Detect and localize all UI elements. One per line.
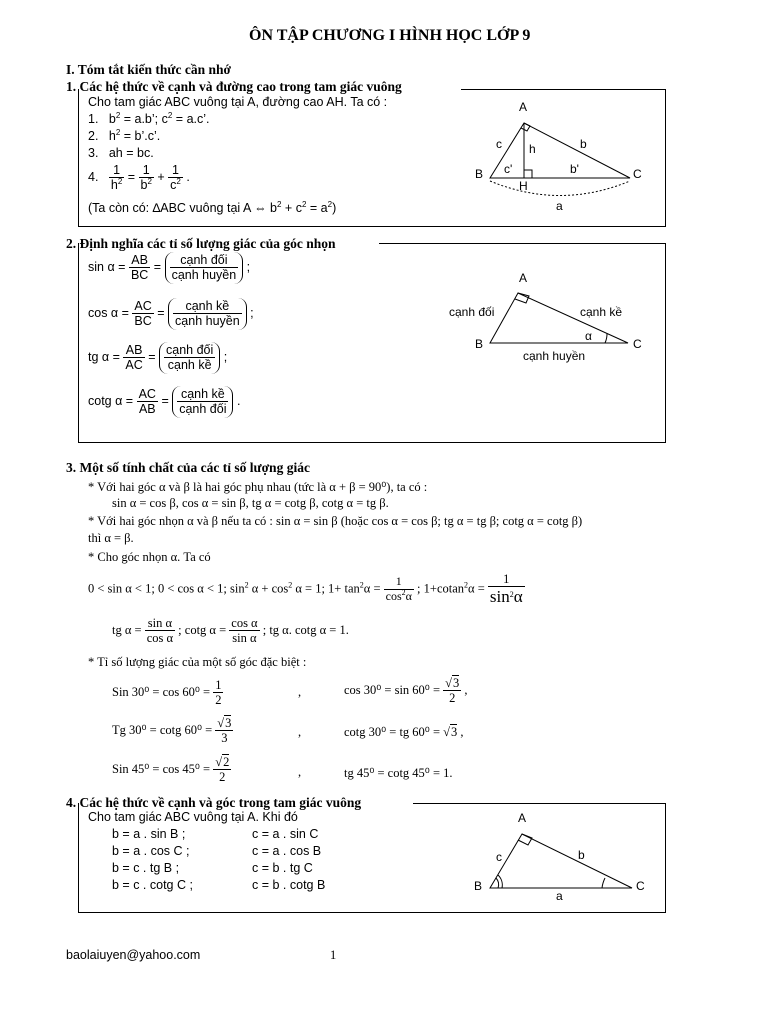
label-b: b — [580, 137, 587, 151]
pythagoras-note: (Ta còn có: ∆ABC vuông tại A ⇔ $b^2 + c^2 = a^2$) — [88, 200, 337, 215]
tg-definition: tg α = $\frac{AB}{AC}$ = $\frac{\text{cạnh đối}}{\text{cạnh kề}}$ ; — [88, 343, 228, 373]
label-c: c — [496, 137, 502, 151]
label-C: C — [633, 167, 642, 181]
page: ÔN TẬP CHƯƠNG I HÌNH HỌC LỚP 9 I. Tóm tắt kiến thức cần nhớ 1. Các hệ thức về cạnh và đường cao trong tam giác vuông Cho tam giác ABC vuông tại A, đường cao AH. Ta có : 1. $b^2 = a.b$’; $c^2 = a.c$’. 2. $h^2$ = b’.c’. 3. ah = bc. 4. $\frac{1}{h^2}$ = $\frac{1}{b^2}$ + $\frac{1}{c^2}$ . (Ta còn có: ∆ABC vuông tại A ⇔ $b^2 + c^2 = a^2$) A B C H c b h c' b' a 2. Định nghĩa các tỉ số lượng giác của góc nhọn sin α = $\frac{AB}{BC}$ = $\frac{\text{cạnh đối}}{\text{cạnh huyền}}$ ; cos α = $\frac{AC}{BC}$ = $\frac{\text{cạnh kề}}{\text{cạnh huyền}}$ ; tg α = $\frac{AB}{AC}$ = $\frac{\text{cạnh đối}}{\text{cạnh kề}}$ ; cotg α = $\frac{AC}{AB}$ = $\frac{\text{cạnh kề}}{\text{cạnh đối}}$ . A B C cạnh đối cạnh kề cạnh huyền α 3. Một số tính chất của các tỉ số lượng giác * Với hai góc α và β là hai góc phụ nhau (tức là α + β = 90⁰), ta có : sin α = cos β, cos α = sin β, tg α = cotg β, cotg α = tg β. * Với hai góc nhọn α và β nếu ta có : sin α = sin β (hoặc cos α = cos β; tg α = tg β; cotg α = cotg β) thì α = β. * Cho góc nhọn α. Ta có 0 < sin α < 1; 0 < cos α < 1; $\sin^2 \alpha + \cos^2 \alpha = 1$; $1+ \tan^2\alpha$ = $\frac{1}{\cos^2\alpha}$ ; 1+cotan$^2$α = $\frac{1}{\sin^2\alpha}$ tg α = $\frac{\text{sin α}}{\text{cos α}}$ ; cotg α = $\frac{\text{cos α}}{\text{sin α}}$ ; tg α. cotg α = 1. * Tỉ số lượng giác của một số góc đặc biệt : Sin 30⁰ = cos 60⁰ = $\frac{1}{2}$ , cos 30⁰ = sin 60⁰ = $\frac{√3}{2}$ , Tg 30⁰ = cotg 60⁰ = $\frac{√3}{3}$ , cotg 30⁰ = tg 60⁰ = √3 , Sin 45⁰ = cos 45⁰ = $\frac{√2}{2}$ , tg 45⁰ = cotg 45⁰ = 1. 4. Các hệ thức về cạnh và góc trong tam giác vuông Cho tam giác ABC vuông tại A. Khi đó b = a . sin B ; c = a . sin C b = a . cos C ; c = a . cos B b = c . tg B ; c = b . tg C b = c . cotg C ; c = b . cotg B A B C c b a baolaiuyen@yahoo.com 1 — [0, 0, 768, 1024]
formula-2: 2. $h^2$ = b’.c’. — [88, 128, 161, 143]
page-title: ÔN TẬP CHƯƠNG I HÌNH HỌC LỚP 9 — [249, 27, 531, 44]
triangle-angle-diagram — [470, 808, 660, 906]
sin-30: Sin 30⁰ = cos 60⁰ = $\frac{1}{2}$ — [112, 678, 222, 708]
section-4-heading: 4. Các hệ thức về cạnh và góc trong tam giác vuông — [66, 795, 362, 810]
label-opposite: cạnh đối — [449, 305, 495, 319]
label-hypotenuse: cạnh huyền — [523, 349, 586, 363]
triangle-altitude-diagram — [470, 95, 660, 215]
special-angles-intro: * Tỉ số lượng giác của một số góc đặc biệt : — [88, 655, 307, 669]
triangle-ratio-diagram — [445, 268, 665, 368]
section-3-heading: 3. Một số tính chất của các tỉ số lượng giác — [66, 460, 310, 475]
cos-definition: cos α = $\frac{AC}{BC}$ = $\frac{\text{cạnh kề}}{\text{cạnh huyền}}$ ; — [88, 299, 254, 329]
complementary-angles: * Với hai góc α và β là hai góc phụ nhau (tức là α + β = 90⁰), ta có : — [88, 480, 428, 494]
section-1-heading: 1. Các hệ thức về cạnh và đường cao trong tam giác vuông — [66, 79, 402, 94]
relation-row: c = a . sin C — [252, 827, 319, 841]
sin-45: Sin 45⁰ = cos 45⁰ = $\frac{√2}{2}$ — [112, 755, 230, 785]
label-h: h — [529, 142, 536, 156]
label-B: B — [475, 167, 484, 181]
complementary-identities: sin α = cos β, cos α = sin β, tg α = cotg β, cotg α = tg β. — [112, 496, 389, 510]
section-heading: I. Tóm tắt kiến thức cần nhớ — [66, 62, 231, 77]
label-adjacent: cạnh kề — [580, 305, 623, 319]
label-B: B — [474, 879, 483, 893]
label-c-prime: c' — [504, 162, 513, 176]
label-a: a — [556, 199, 563, 213]
relation-row: b = c . cotg C ; — [112, 878, 193, 892]
label-alpha: α — [585, 329, 592, 343]
sin-definition: sin α = $\frac{AB}{BC}$ = $\frac{\text{cạnh đối}}{\text{cạnh huyền}}$ ; — [88, 253, 251, 283]
section-4-intro: Cho tam giác ABC vuông tại A. Khi đó — [88, 810, 298, 824]
label-A: A — [519, 271, 528, 285]
tg-30: Tg 30⁰ = cotg 60⁰ = $\frac{√3}{3}$ — [112, 716, 232, 746]
trig-inequalities: 0 < sin α < 1; 0 < cos α < 1; $\sin^2 \alpha + \cos^2 \alpha = 1$; $1+ \tan^2\alpha$ = $\frac{1}{\cos^2\alpha}$ ; 1+cotan$^2$α = $\frac{1}{\sin^2\alpha}$ — [88, 572, 523, 607]
label-A: A — [518, 811, 527, 825]
acute-angle-intro: * Cho góc nhọn α. Ta có — [88, 550, 211, 564]
label-B: B — [475, 337, 484, 351]
label-C: C — [636, 879, 645, 893]
footer-email: baolaiuyen@yahoo.com — [66, 948, 201, 962]
section-2-heading: 2. Định nghĩa các tỉ số lượng giác của góc nhọn — [66, 236, 336, 251]
page-number: 1 — [330, 948, 337, 962]
equal-angles-rule: * Với hai góc nhọn α và β nếu ta có : sin α = sin β (hoặc cos α = cos β; tg α = tg β; cotg α = cotg β) — [88, 514, 583, 528]
relation-row: b = c . tg B ; — [112, 861, 180, 875]
cotg-30: cotg 30⁰ = tg 60⁰ = √3 , — [344, 725, 464, 739]
relation-row: b = a . cos C ; — [112, 844, 190, 858]
formula-3: 3. ah = bc. — [88, 146, 154, 160]
label-b-prime: b' — [570, 162, 579, 176]
label-b: b — [578, 848, 585, 862]
label-H: H — [519, 179, 528, 193]
relation-row: c = b . cotg B — [252, 878, 326, 892]
label-a: a — [556, 889, 563, 903]
label-A: A — [519, 100, 528, 114]
section-1-intro: Cho tam giác ABC vuông tại A, đường cao AH. Ta có : — [88, 95, 388, 109]
cos-30: cos 30⁰ = sin 60⁰ = $\frac{√3}{2}$ , — [344, 676, 468, 706]
relation-row: c = a . cos B — [252, 844, 322, 858]
label-C: C — [633, 337, 642, 351]
label-c: c — [496, 850, 502, 864]
formula-1: 1. $b^2 = a.b$’; $c^2 = a.c$’. — [88, 111, 210, 126]
relation-row: c = b . tg C — [252, 861, 313, 875]
equal-angles-conclusion: thì α = β. — [88, 531, 134, 545]
cotg-definition: cotg α = $\frac{AC}{AB}$ = $\frac{\text{cạnh kề}}{\text{cạnh đối}}$ . — [88, 387, 241, 417]
formula-4: 4. $\frac{1}{h^2}$ = $\frac{1}{b^2}$ + $\frac{1}{c^2}$ . — [88, 163, 190, 193]
tg-45: tg 45⁰ = cotg 45⁰ = 1. — [344, 766, 453, 780]
tan-cot-identities: tg α = $\frac{\text{sin α}}{\text{cos α}}$ ; cotg α = $\frac{\text{cos α}}{\text{sin α}}$ ; tg α. cotg α = 1. — [112, 616, 349, 646]
relation-row: b = a . sin B ; — [112, 827, 186, 841]
